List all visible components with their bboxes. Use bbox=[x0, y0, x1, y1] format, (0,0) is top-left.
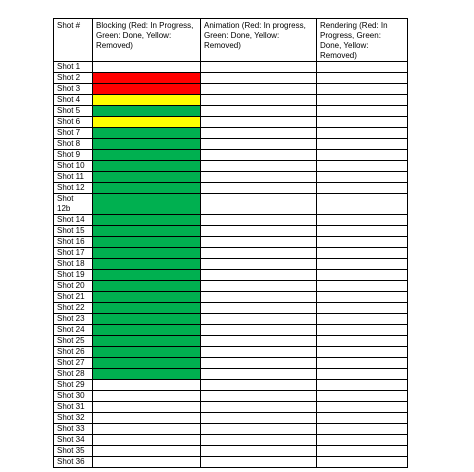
rendering-status-cell bbox=[317, 117, 408, 128]
header-rendering: Rendering (Red: In Progress, Green: Done, Yellow: Removed) bbox=[317, 19, 408, 62]
blocking-status-cell bbox=[93, 336, 201, 347]
table-row bbox=[54, 172, 408, 183]
blocking-status-cell bbox=[93, 139, 201, 150]
table-row bbox=[54, 424, 408, 435]
header-shot: Shot # bbox=[54, 19, 93, 62]
table-row bbox=[54, 336, 408, 347]
blocking-status-cell bbox=[93, 95, 201, 106]
rendering-status-cell bbox=[317, 270, 408, 281]
blocking-status-cell bbox=[93, 84, 201, 95]
rendering-status-cell bbox=[317, 281, 408, 292]
shot-cell: Shot 15 bbox=[54, 226, 93, 237]
blocking-status-cell bbox=[93, 172, 201, 183]
animation-status-cell bbox=[201, 336, 317, 347]
shot-cell: Shot 2 bbox=[54, 73, 93, 84]
rendering-status-cell bbox=[317, 314, 408, 325]
animation-status-cell bbox=[201, 380, 317, 391]
rendering-status-cell bbox=[317, 391, 408, 402]
animation-status-cell bbox=[201, 248, 317, 259]
rendering-status-cell bbox=[317, 380, 408, 391]
table-row bbox=[54, 150, 408, 161]
blocking-status-cell bbox=[93, 150, 201, 161]
shot-cell: Shot 28 bbox=[54, 369, 93, 380]
rendering-status-cell bbox=[317, 215, 408, 226]
animation-status-cell bbox=[201, 413, 317, 424]
shot-cell: Shot 14 bbox=[54, 215, 93, 226]
rendering-status-cell bbox=[317, 183, 408, 194]
shot-cell: Shot 5 bbox=[54, 106, 93, 117]
table-row bbox=[54, 347, 408, 358]
shot-cell: Shot 7 bbox=[54, 128, 93, 139]
blocking-status-cell bbox=[93, 303, 201, 314]
table-row bbox=[54, 128, 408, 139]
animation-status-cell bbox=[201, 226, 317, 237]
shot-cell: Shot 16 bbox=[54, 237, 93, 248]
blocking-status-cell bbox=[93, 446, 201, 457]
blocking-status-cell bbox=[93, 435, 201, 446]
shot-cell: Shot 19 bbox=[54, 270, 93, 281]
shot-tracking-table bbox=[53, 18, 408, 468]
shot-cell: Shot 31 bbox=[54, 402, 93, 413]
table-row bbox=[54, 215, 408, 226]
rendering-status-cell bbox=[317, 62, 408, 73]
animation-status-cell bbox=[201, 161, 317, 172]
shot-cell: Shot 23 bbox=[54, 314, 93, 325]
blocking-status-cell bbox=[93, 62, 201, 73]
rendering-status-cell bbox=[317, 347, 408, 358]
shot-cell: Shot 26 bbox=[54, 347, 93, 358]
shot-cell: Shot 34 bbox=[54, 435, 93, 446]
animation-status-cell bbox=[201, 194, 317, 215]
table-row bbox=[54, 259, 408, 270]
table-row bbox=[54, 84, 408, 95]
table-row bbox=[54, 106, 408, 117]
blocking-status-cell bbox=[93, 402, 201, 413]
animation-status-cell bbox=[201, 369, 317, 380]
shot-cell: Shot 17 bbox=[54, 248, 93, 259]
table-row bbox=[54, 281, 408, 292]
shot-cell: Shot 4 bbox=[54, 95, 93, 106]
blocking-status-cell bbox=[93, 161, 201, 172]
table-row bbox=[54, 380, 408, 391]
table-row bbox=[54, 446, 408, 457]
table-row bbox=[54, 95, 408, 106]
rendering-status-cell bbox=[317, 248, 408, 259]
table-row bbox=[54, 62, 408, 73]
rendering-status-cell bbox=[317, 369, 408, 380]
animation-status-cell bbox=[201, 106, 317, 117]
shot-cell: Shot 10 bbox=[54, 161, 93, 172]
animation-status-cell bbox=[201, 358, 317, 369]
rendering-status-cell bbox=[317, 303, 408, 314]
shot-cell: Shot 27 bbox=[54, 358, 93, 369]
animation-status-cell bbox=[201, 128, 317, 139]
rendering-status-cell bbox=[317, 424, 408, 435]
animation-status-cell bbox=[201, 95, 317, 106]
blocking-status-cell bbox=[93, 73, 201, 84]
blocking-status-cell bbox=[93, 270, 201, 281]
animation-status-cell bbox=[201, 303, 317, 314]
blocking-status-cell bbox=[93, 128, 201, 139]
shot-cell: Shot 36 bbox=[54, 457, 93, 468]
animation-status-cell bbox=[201, 281, 317, 292]
animation-status-cell bbox=[201, 150, 317, 161]
animation-status-cell bbox=[201, 73, 317, 84]
rendering-status-cell bbox=[317, 95, 408, 106]
rendering-status-cell bbox=[317, 237, 408, 248]
table-row bbox=[54, 194, 408, 215]
blocking-status-cell bbox=[93, 281, 201, 292]
rendering-status-cell bbox=[317, 325, 408, 336]
blocking-status-cell bbox=[93, 292, 201, 303]
blocking-status-cell bbox=[93, 237, 201, 248]
animation-status-cell bbox=[201, 139, 317, 150]
shot-cell: Shot 3 bbox=[54, 84, 93, 95]
blocking-status-cell bbox=[93, 325, 201, 336]
animation-status-cell bbox=[201, 424, 317, 435]
shot-cell: Shot 6 bbox=[54, 117, 93, 128]
rendering-status-cell bbox=[317, 172, 408, 183]
table-row bbox=[54, 270, 408, 281]
rendering-status-cell bbox=[317, 106, 408, 117]
rendering-status-cell bbox=[317, 457, 408, 468]
blocking-status-cell bbox=[93, 391, 201, 402]
table-row bbox=[54, 183, 408, 194]
blocking-status-cell bbox=[93, 424, 201, 435]
blocking-status-cell bbox=[93, 215, 201, 226]
animation-status-cell bbox=[201, 446, 317, 457]
blocking-status-cell bbox=[93, 194, 201, 215]
blocking-status-cell bbox=[93, 117, 201, 128]
table-row bbox=[54, 435, 408, 446]
rendering-status-cell bbox=[317, 259, 408, 270]
rendering-status-cell bbox=[317, 336, 408, 347]
table-row bbox=[54, 303, 408, 314]
header-blocking: Blocking (Red: In Progress, Green: Done, Yellow: Removed) bbox=[93, 19, 201, 62]
animation-status-cell bbox=[201, 314, 317, 325]
shot-cell: Shot 35 bbox=[54, 446, 93, 457]
table-row bbox=[54, 413, 408, 424]
animation-status-cell bbox=[201, 292, 317, 303]
blocking-status-cell bbox=[93, 369, 201, 380]
shot-cell: Shot 25 bbox=[54, 336, 93, 347]
animation-status-cell bbox=[201, 62, 317, 73]
shot-cell: Shot 12b bbox=[54, 194, 93, 215]
blocking-status-cell bbox=[93, 259, 201, 270]
blocking-status-cell bbox=[93, 413, 201, 424]
shot-cell: Shot 24 bbox=[54, 325, 93, 336]
animation-status-cell bbox=[201, 347, 317, 358]
table-row bbox=[54, 139, 408, 150]
rendering-status-cell bbox=[317, 446, 408, 457]
rendering-status-cell bbox=[317, 402, 408, 413]
shot-cell: Shot 8 bbox=[54, 139, 93, 150]
animation-status-cell bbox=[201, 259, 317, 270]
header-row bbox=[54, 19, 408, 62]
table-row bbox=[54, 237, 408, 248]
shot-cell: Shot 18 bbox=[54, 259, 93, 270]
blocking-status-cell bbox=[93, 314, 201, 325]
table-row bbox=[54, 226, 408, 237]
rendering-status-cell bbox=[317, 413, 408, 424]
table-row bbox=[54, 402, 408, 413]
table-row bbox=[54, 292, 408, 303]
rendering-status-cell bbox=[317, 358, 408, 369]
animation-status-cell bbox=[201, 215, 317, 226]
table-row bbox=[54, 73, 408, 84]
table-row bbox=[54, 117, 408, 128]
animation-status-cell bbox=[201, 84, 317, 95]
blocking-status-cell bbox=[93, 226, 201, 237]
blocking-status-cell bbox=[93, 380, 201, 391]
rendering-status-cell bbox=[317, 194, 408, 215]
rendering-status-cell bbox=[317, 73, 408, 84]
shot-cell: Shot 20 bbox=[54, 281, 93, 292]
shot-cell: Shot 9 bbox=[54, 150, 93, 161]
animation-status-cell bbox=[201, 435, 317, 446]
shot-cell: Shot 32 bbox=[54, 413, 93, 424]
shot-cell: Shot 12 bbox=[54, 183, 93, 194]
table-row bbox=[54, 369, 408, 380]
rendering-status-cell bbox=[317, 84, 408, 95]
shot-cell: Shot 1 bbox=[54, 62, 93, 73]
rendering-status-cell bbox=[317, 128, 408, 139]
rendering-status-cell bbox=[317, 150, 408, 161]
header-animation: Animation (Red: In progress, Green: Done, Yellow: Removed) bbox=[201, 19, 317, 62]
rendering-status-cell bbox=[317, 161, 408, 172]
animation-status-cell bbox=[201, 457, 317, 468]
animation-status-cell bbox=[201, 325, 317, 336]
blocking-status-cell bbox=[93, 358, 201, 369]
table-row bbox=[54, 457, 408, 468]
animation-status-cell bbox=[201, 270, 317, 281]
shot-cell: Shot 21 bbox=[54, 292, 93, 303]
rendering-status-cell bbox=[317, 435, 408, 446]
animation-status-cell bbox=[201, 402, 317, 413]
table-body bbox=[54, 19, 408, 468]
animation-status-cell bbox=[201, 117, 317, 128]
table-row bbox=[54, 248, 408, 259]
shot-cell: Shot 29 bbox=[54, 380, 93, 391]
blocking-status-cell bbox=[93, 347, 201, 358]
table-row bbox=[54, 325, 408, 336]
shot-cell: Shot 11 bbox=[54, 172, 93, 183]
blocking-status-cell bbox=[93, 106, 201, 117]
rendering-status-cell bbox=[317, 226, 408, 237]
blocking-status-cell bbox=[93, 183, 201, 194]
animation-status-cell bbox=[201, 172, 317, 183]
table-row bbox=[54, 391, 408, 402]
table-row bbox=[54, 161, 408, 172]
animation-status-cell bbox=[201, 391, 317, 402]
animation-status-cell bbox=[201, 183, 317, 194]
animation-status-cell bbox=[201, 237, 317, 248]
shot-cell: Shot 22 bbox=[54, 303, 93, 314]
blocking-status-cell bbox=[93, 248, 201, 259]
table-row bbox=[54, 314, 408, 325]
shot-cell: Shot 30 bbox=[54, 391, 93, 402]
table-row bbox=[54, 358, 408, 369]
rendering-status-cell bbox=[317, 292, 408, 303]
shot-cell: Shot 33 bbox=[54, 424, 93, 435]
blocking-status-cell bbox=[93, 457, 201, 468]
rendering-status-cell bbox=[317, 139, 408, 150]
